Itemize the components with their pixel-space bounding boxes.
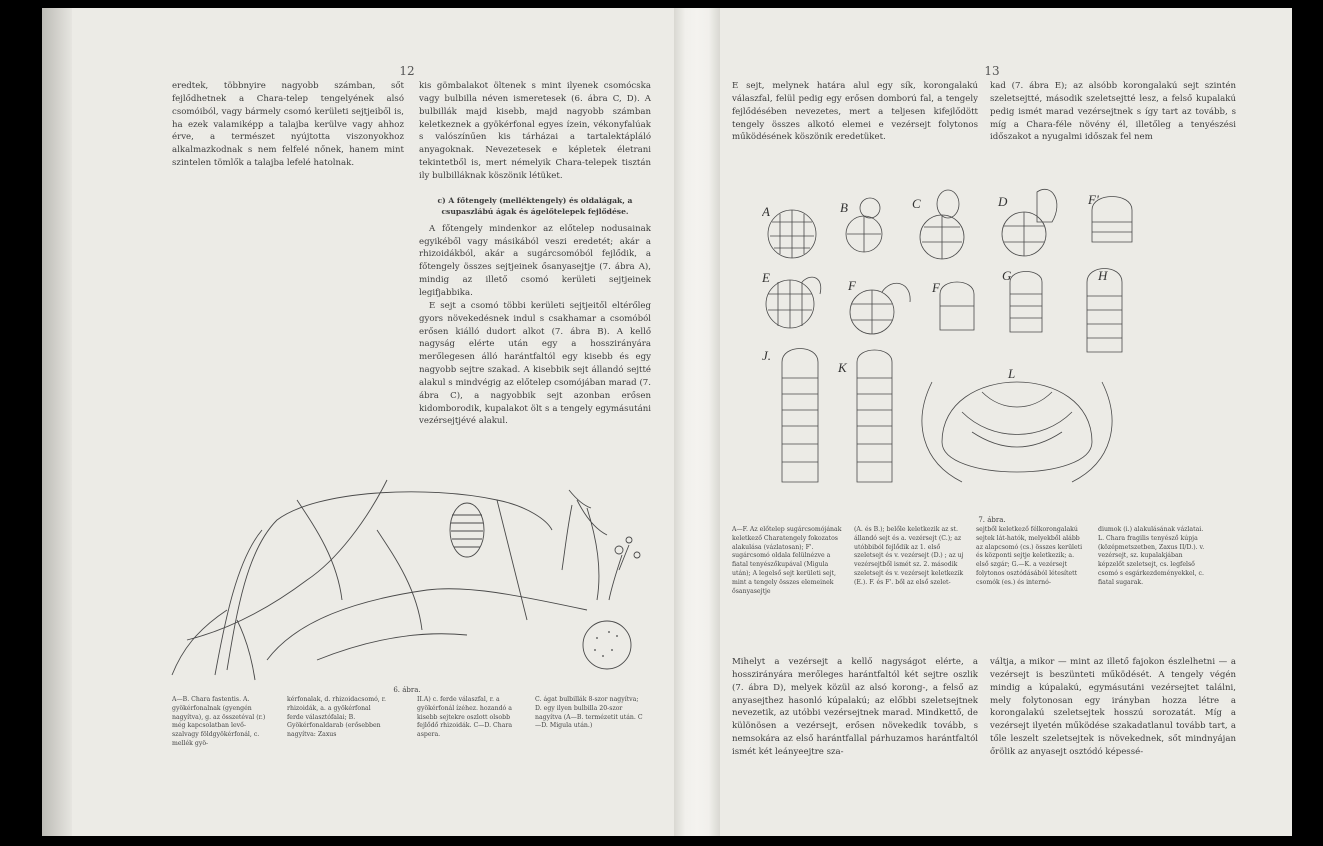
paragraph: eredtek, többnyire nagyobb számban, sőt fejlődhetnek a Chara-telep tengelyének alsó csomóiból, vagy bármely csomó kerületi sejtjeiből is, ha ezek valamiképp a talajba kerülve vagy ahhoz érve, a természet nyújtotta viszonyokhoz alkalmazkodnak s nem felfelé nőnek, hanem mint szintelen tömlők a talajba lefelé hatolnak. <box>172 81 404 169</box>
book-gutter <box>674 8 720 836</box>
figure-label: B <box>840 200 848 215</box>
caption-col: (A. és B.); belőle keletkezik az st. állandó sejt és a. vezérsejt (C.); az utóbbiból fejlődik az 1. első szeletsejt és v. vezérsejt (D.) ; az uj vezérsejtből ismét sz. 2. második szeletsejt és v. vezérsejt keletkezik (E.). F. és F'. ből az első szelet- <box>854 526 964 586</box>
figure-label: D <box>998 194 1008 209</box>
right-top-column-2: kad (7. ábra E); az alsóbb korongalakú sejt szintén szeletsejtté, második szeletsejtté lesz, a felső kupalakú pedig ismét marad vezérsejtnek s így tart az tovább, s míg a Chara-féle növény él, illetőleg a tenyészési időszakot a nyugalmi időszak fel nem <box>990 81 1236 143</box>
figure-7-illustration <box>762 182 1222 502</box>
figure-label: F <box>932 280 940 295</box>
figure-label: G <box>1002 268 1012 283</box>
left-page-number: 12 <box>399 64 415 78</box>
paragraph: E sejt a csomó többi kerületi sejtjeitől eltérőleg gyors növekedésnek indul s csakhamar a csomóból erősen kiálló dudort alkot (7. ábra B). A kellő nagyság elérte után egy a hosszirányára merőlegesen álló harántfaltól egy kisebb és egy nagyobb sejtre szakad. A kisebbik sejt állandó sejtté alakul s mindvégig az előtelep csomójában marad (7. ábra C), a nagyobbik sejt azonban erősen kidomborodik, kupalakot ölt s a tengely egymásutáni vezérsejtjévé alakul. <box>419 300 651 427</box>
figure-label: H <box>1098 268 1108 283</box>
figure-label: K <box>838 360 847 375</box>
right-top-column-1: E sejt, melynek határa alul egy sík, korongalakú válaszfal, felül pedig egy erősen domború fal, a tengely fejlődésében nevezetes, mert a teljesen kifejlődött tengely összes alkotó elemei e vezérsejt folytonos működésének köszönik eredetüket. <box>732 81 978 143</box>
caption-col: A—F. Az előtelep sugárcsomójának keletkező Charatengely fokozatos alakulása (vázlatosan); F'. sugárcsomó oldala felülnézve a fiatal tenyészőkupával (Migula után); A legelső sejt kerületi sejt, mint a tengely összes elemeinek ősanyasejtje <box>732 526 842 595</box>
page-edge-stack <box>42 8 72 836</box>
right-bottom-column-1: Mihelyt a vezérsejt a kellő nagyságot elérte, a hosszirányára merőleges harántfaltól két sejtre oszlik (7. ábra D), melyek közül az alsó korong-, a felső az anyasejthez hasonló kúpalakú; az előbbi szeletsejtnek nevezetik, az utóbbi vezérsejtnek marad. Mindkettő, de különösen a vezérsejt, erősen növekedik tovább, s nemsokára az első harántfallal párhuzamos harántfaltól ismét két leányeejtre sza- <box>732 657 978 757</box>
figure-label: F' <box>1088 192 1099 207</box>
left-column-1 <box>172 80 404 170</box>
figure-label: C <box>912 196 921 211</box>
section-heading: c) A főtengely (melléktengely) és oldalágak, a csupaszlábú ágak és ágelőtelepek fejlődése. <box>437 195 633 216</box>
figure-label: F <box>848 278 856 293</box>
right-page <box>732 8 1252 836</box>
paragraph: kis gömbalakot öltenek s mint ilyenek csomócska vagy bulbilla néven ismeretesek (6. ábra C, D). A bulbillák majd kisebb, majd nagyobb számban keletkeznek a gyökérfonal egyes ízein, vékonyfalúak s valószínűen kis tárházai a tartalektápláló anyagoknak. Nevezetesek e képletek életrani tekintetből is, mert némelyik Chara-telepek tisztán ily bulbilláknak köszönik létüket. <box>419 81 651 181</box>
book-spread <box>42 8 1292 836</box>
left-page <box>157 8 657 836</box>
paragraph: A főtengely mindenkor az előtelep nodusainak egyikéből vagy másikából veszi eredetét; akár a rhizoidákból, akár a sugárcsomóból fejlődik, a főtengely összes sejtjeinek ősanyasejtje (7. ábra A), mindig az illető csomó kerületi sejtjeinek legifjabbika. <box>419 223 651 298</box>
caption-col: sejtből keletkező félkorongalakú sejtek lát-hatók, melyekből alább az alapcsomó (cs.) összes kerületi és központi sejtje keletkezik; a. első szgár; G.—K. a vezérsejt folytonos osztódásából létesített csomók (es.) és internó- <box>976 526 1083 586</box>
right-page-number: 13 <box>984 64 1000 78</box>
caption-col: diumok (i.) alakulásának vázlatai. L. Chara fragilis tenyésző kúpja (középmetszetben, Zaxus II/D.). v. vezérsejt, sz. kupalakjában képzelőt szeletsejt, cs. legfelső csomó s esgárkezdeményekkel, c. fiatal sugarak. <box>1098 526 1205 586</box>
figure-label: L <box>1008 366 1016 381</box>
figure-label: E <box>762 270 770 285</box>
figure-label: A <box>762 204 770 219</box>
caption-col: II.A) c. ferde válaszfal, r. a gyökérfonál ízéhez. hozandó a kisebb sejtekre oszlott olsobb fejlődő rhizoidák. C—D. Chara aspera. <box>417 696 513 739</box>
right-bottom-column-2: váltja, a mikor — mint az illető fajokon észlelhetni — a vezérsejt is beszünteti működését. A tengely végén mindig a kúpalakú, egymásutáni vezérsejtet találni, mely folytonosan egy irányban hozza létre a korongalakú szeletsejtek hosszú sorozatát. Míg a vezérsejt ilyetén működése szakadatlanul tovább tart, a tőle leszelt szeletsejtek is növekednek, sőt mindnyájan őrölik az anyasejt osztódó képessé- <box>990 657 1236 757</box>
figure-6-title: 6. ábra. <box>393 686 421 694</box>
figure-7-title: 7. ábra. <box>978 516 1006 524</box>
caption-col: A—B. Chara fastentis. A. gyökérfonalnak (gyengén nagyítva), g. az összetéval (r.) még kapcsolatban levő-szalvagy földgyökérfonál, c. mellék gyö- <box>172 696 266 747</box>
left-column-2 <box>419 80 651 428</box>
figure-label: J. <box>762 348 772 363</box>
caption-col: kérfonalak, d. rhizoidacsomó, r. rhizoidák, a. a gyökérfonal ferde választófalai; B. Gyökérfonaldarab (erősebben nagyítva: Zaxus <box>287 696 386 739</box>
figure-6-illustration <box>167 460 657 682</box>
caption-col: C. ágat bulbillák 8-szor nagyítva; D. egy ilyen bulbilla 20-szor nagyítva (A—B. termézetit után. C—D. Migula után.) <box>535 696 643 730</box>
